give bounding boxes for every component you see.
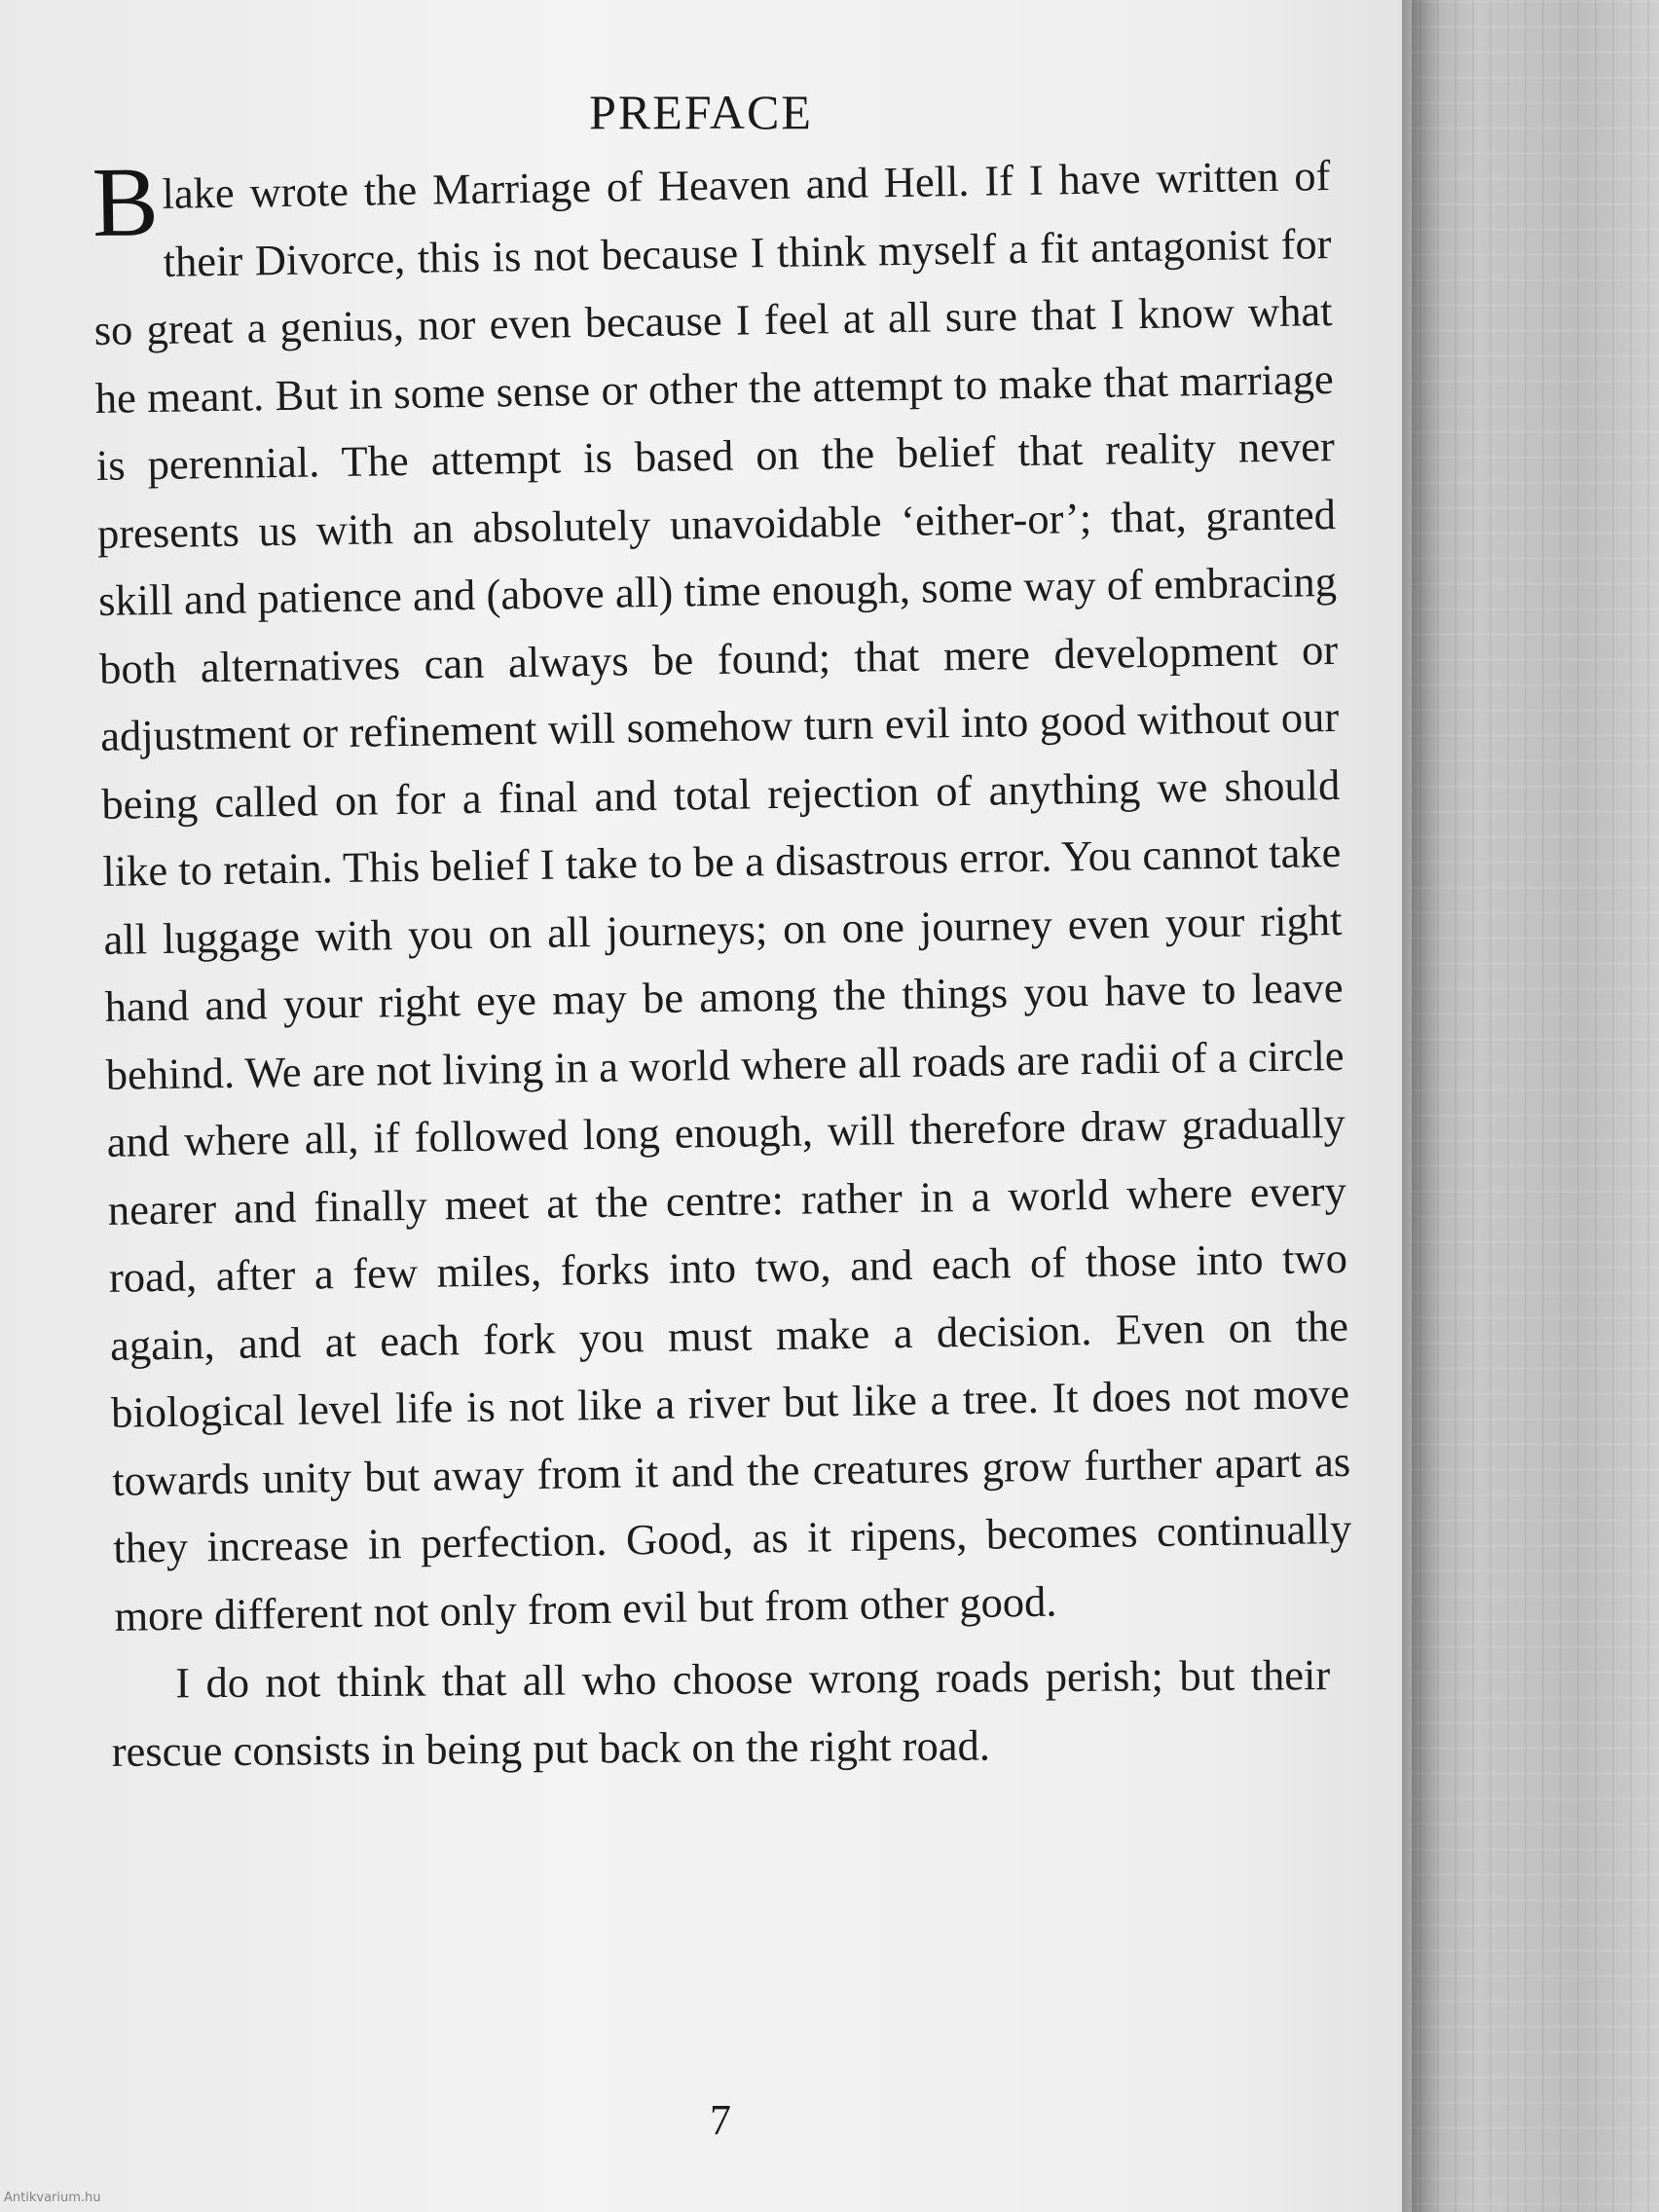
watermark: Antikvarium.hu <box>4 2191 101 2205</box>
body-text <box>91 146 1352 1786</box>
paragraph-2: I do not think that all who choose wrong roads perish; but their rescue consists in being put back on the right road. <box>111 1650 1331 1776</box>
page-edge-shadow <box>1402 0 1441 2212</box>
page-heading: PREFACE <box>589 85 813 139</box>
page-number: 7 <box>710 2096 731 2144</box>
paragraph-1 <box>92 142 1353 1650</box>
drop-cap: B <box>91 146 160 258</box>
paragraph-1-text: lake wrote the Marriage of Heaven and Hell. If I have written of their Divorce, this is not because I think myself a fit antagonist for so great a genius, nor even because I feel at all sure that I know what he meant. But in some sense or other the attempt to make that marriage is perennial. The attempt is based on the belief that reality never presents us with an absolutely unavoidable ‘either-or’; that, granted skill and patience and (above all) time enough, some way of embracing both alternatives can always be found; that mere development or adjustment or refinement will somehow turn evil into good without our being called on for a final and total rejection of anything we should like to retain. This belief I take to be a disastrous error. You cannot take all luggage with you on all journeys; on one journey even your right hand and your right eye may be among the things you have to leave behind. We are not living in a world where all roads are radii of a circle and where all, if followed long enough, will therefore draw gradually nearer and finally meet at the centre: rather in a world where every road, after a few miles, forks into two, and each of those into two again, and at each fork you must make a decision. Even on the biological level life is not like a river but like a tree. It does not move towards unity but away from it and the creatures grow further apart as they increase in perfection. Good, as it ripens, becomes continually more different not only from evil but from other good. <box>93 151 1352 1641</box>
